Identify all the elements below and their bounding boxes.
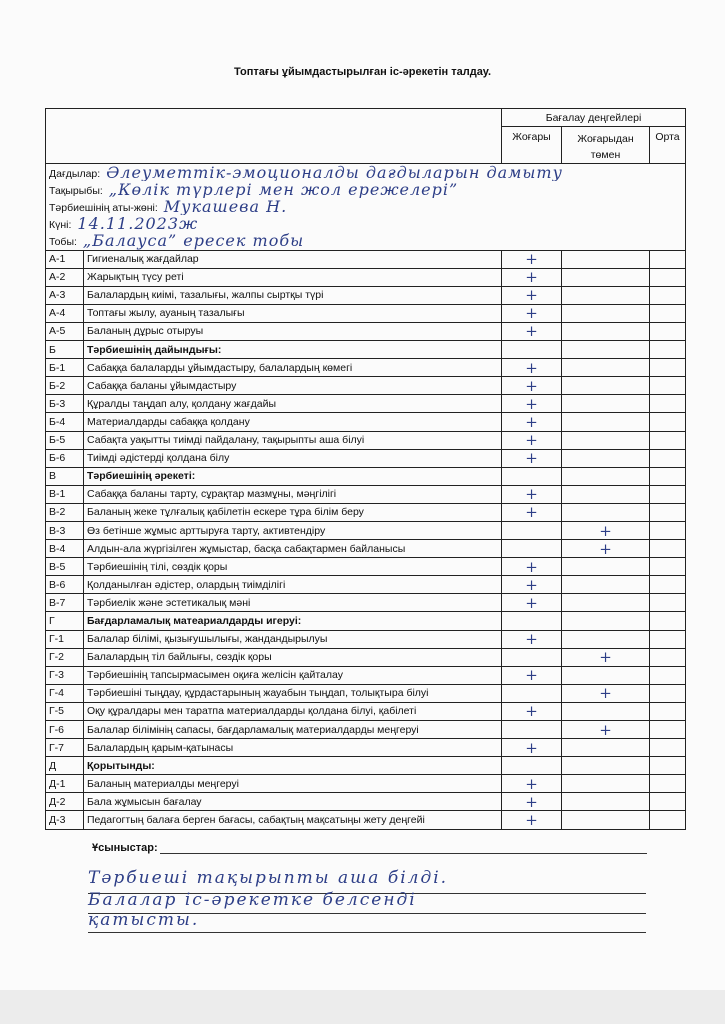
mark-cell-high [502,721,562,739]
row-criterion: Тәрбиешінің әрекеті: [84,467,502,485]
row-criterion: Баланың материалды меңгеруі [84,775,502,793]
mark-cell-mid [650,757,686,775]
mark-cell-high: + [502,322,562,340]
row-criterion: Оқу құралдары мен таратпа материалдарды қолдана білуі, қабілеті [84,702,502,720]
mark-cell-above-low [562,250,650,268]
table-row [46,576,686,594]
table-row [46,540,686,558]
row-code: В-5 [46,558,84,576]
recommendation-line-2: Балалар іс-әрекетке белсенді [88,890,417,910]
mark-cell-mid [650,431,686,449]
mark-cell-above-low [562,612,650,630]
recommendations-rule-1 [160,853,647,854]
mark-cell-high: + [502,359,562,377]
row-code: Г-7 [46,739,84,757]
row-criterion: Өз бетінше жұмыс арттыруға тарту, активтендіру [84,521,502,539]
mark-cell-high [502,341,562,359]
row-criterion: Қолданылған әдістер, олардың тиімділігі [84,576,502,594]
mark-cell-above-low [562,739,650,757]
row-criterion: Тәрбиелік және эстетикалық мәні [84,594,502,612]
mark-cell-high: + [502,702,562,720]
mark-cell-above-low [562,702,650,720]
mark-cell-high: + [502,268,562,286]
mark-cell-mid [650,612,686,630]
table-row [46,503,686,521]
scan-edge [0,990,725,1024]
mark-cell-mid [650,449,686,467]
table-row [46,359,686,377]
section-row [46,467,686,485]
mark-cell-above-low [562,322,650,340]
table-row [46,702,686,720]
table-row [46,558,686,576]
section-row [46,612,686,630]
mark-cell-mid [650,503,686,521]
mark-cell-mid [650,540,686,558]
table-row [46,811,686,829]
info-cell [46,198,686,215]
table-row [46,793,686,811]
mark-cell-mid [650,395,686,413]
row-criterion: Тиімді әдістерді қолдана білу [84,449,502,467]
mark-cell-mid [650,558,686,576]
mark-cell-mid [650,268,686,286]
row-code: Г-5 [46,702,84,720]
row-criterion: Педагогтың балаға берген бағасы, сабақтың мақсатыңы жету деңгейі [84,811,502,829]
table-row [46,648,686,666]
mark-cell-mid [650,467,686,485]
row-criterion: Балалар білімінің сапасы, бағдарламалық материалдарды меңгеруі [84,721,502,739]
table-row [46,775,686,793]
mark-cell-high [502,467,562,485]
info-row [46,198,686,215]
row-code: Г-1 [46,630,84,648]
row-code: В-6 [46,576,84,594]
mark-cell-high: + [502,250,562,268]
info-cell [46,215,686,232]
mark-cell-above-low: + [562,684,650,702]
row-criterion: Гигиеналық жағдайлар [84,250,502,268]
mark-cell-above-low [562,576,650,594]
mark-cell-above-low [562,630,650,648]
mark-cell-mid [650,739,686,757]
mark-cell-above-low [562,485,650,503]
mark-cell-above-low [562,594,650,612]
mark-cell-above-low [562,558,650,576]
mark-cell-high: + [502,503,562,521]
table-row [46,431,686,449]
evaluation-table [45,108,686,830]
mark-cell-mid [650,811,686,829]
row-code: Г-6 [46,721,84,739]
mark-cell-mid [650,594,686,612]
row-criterion: Балалардың қарым-қатынасы [84,739,502,757]
table-row [46,322,686,340]
info-key: Дағдылар: [49,167,101,180]
mark-cell-above-low [562,286,650,304]
row-code: Б-2 [46,377,84,395]
mark-cell-above-low: + [562,721,650,739]
document-title: Топтағы ұйымдастырылған іс-әрекетін талдау. [233,66,492,78]
header-row-1 [46,109,686,127]
mark-cell-high: + [502,377,562,395]
row-criterion: Алдын-ала жүргізілген жұмыстар, басқа сабақтармен байланысы [84,540,502,558]
row-code: Г-2 [46,648,84,666]
mark-cell-above-low [562,359,650,377]
table-row [46,377,686,395]
row-criterion: Баланың жеке тұлғалық қабілетін ескере тұра білім беру [84,503,502,521]
mark-cell-above-low [562,431,650,449]
mark-cell-above-low [562,757,650,775]
col-above-low-header: Жоғарыдан төмен [562,127,650,164]
mark-cell-high [502,684,562,702]
row-criterion: Құралды таңдап алу, қолдану жағдайы [84,395,502,413]
table-row [46,485,686,503]
row-code: В-7 [46,594,84,612]
header-blank [46,109,502,164]
row-criterion: Сабаққа баланы ұйымдастыру [84,377,502,395]
table-row [46,413,686,431]
row-criterion: Бала жұмысын бағалау [84,793,502,811]
mark-cell-high: + [502,666,562,684]
row-code: А-4 [46,304,84,322]
mark-cell-above-low: + [562,540,650,558]
mark-cell-high: + [502,576,562,594]
mark-cell-high: + [502,775,562,793]
row-criterion: Балалар білімі, қызығушылығы, жандандырылуы [84,630,502,648]
row-code: Г-4 [46,684,84,702]
row-criterion: Баланың дұрыс отыруы [84,322,502,340]
table-row [46,739,686,757]
mark-cell-above-low [562,304,650,322]
mark-cell-high: + [502,739,562,757]
row-criterion: Сабаққа балаларды ұйымдастыру, балалардың көмегі [84,359,502,377]
section-row [46,757,686,775]
mark-cell-mid [650,359,686,377]
mark-cell-above-low [562,467,650,485]
table-row [46,684,686,702]
mark-cell-high: + [502,558,562,576]
mark-cell-high [502,540,562,558]
mark-cell-mid [650,322,686,340]
row-code: А-5 [46,322,84,340]
info-value-handwritten: Әлеуметтік-эмоционалды дағдыларын дамыту [106,163,563,182]
row-code: Б-1 [46,359,84,377]
recommendations-label: Ұсыныстар: [92,842,158,854]
info-key: Тәрбиешінің аты-жөні: [49,201,158,214]
mark-cell-high [502,521,562,539]
mark-cell-high: + [502,793,562,811]
mark-cell-mid [650,702,686,720]
info-key: Тақырыбы: [49,184,103,197]
mark-cell-mid [650,377,686,395]
row-criterion: Балалардың киімі, тазалығы, жалпы сыртқы түрі [84,286,502,304]
mark-cell-above-low [562,377,650,395]
mark-cell-high: + [502,304,562,322]
mark-cell-high [502,612,562,630]
mark-cell-mid [650,413,686,431]
mark-cell-high: + [502,431,562,449]
row-criterion: Сабаққа баланы тарту, сұрақтар мазмұны, мәңгілігі [84,485,502,503]
table-row [46,594,686,612]
mark-cell-mid [650,341,686,359]
info-row [46,181,686,198]
row-code: Б-3 [46,395,84,413]
info-row [46,215,686,232]
table-row [46,304,686,322]
row-code: Д-1 [46,775,84,793]
mark-cell-high: + [502,811,562,829]
row-code: А-2 [46,268,84,286]
info-cell [46,232,686,250]
row-criterion: Тәрбиешінің тілі, сөздік қоры [84,558,502,576]
row-code: Г-3 [46,666,84,684]
row-code: В-1 [46,485,84,503]
row-code: Б [46,341,84,359]
info-key: Күні: [49,218,72,231]
row-criterion: Материалдарды сабаққа қолдану [84,413,502,431]
table-row [46,666,686,684]
row-code: В [46,467,84,485]
table-row [46,395,686,413]
info-value-handwritten: 14.11.2023ж [77,215,199,233]
row-code: В-2 [46,503,84,521]
row-criterion: Балалардың тіл байлығы, сөздік қоры [84,648,502,666]
mark-cell-mid [650,721,686,739]
mark-cell-above-low [562,341,650,359]
info-row [46,164,686,182]
mark-cell-mid [650,630,686,648]
table-row [46,268,686,286]
info-cell [46,164,686,182]
levels-header: Бағалау деңгейлері [502,109,686,127]
table-row [46,449,686,467]
mark-cell-mid [650,250,686,268]
recommendation-line-1: Тәрбиеші тақырыпты аша білді. [88,868,449,888]
mark-cell-high [502,757,562,775]
mark-cell-above-low [562,793,650,811]
mark-cell-mid [650,684,686,702]
row-code: Б-5 [46,431,84,449]
row-code: Д-3 [46,811,84,829]
table-row [46,630,686,648]
row-criterion: Тәрбиешінің дайындығы: [84,341,502,359]
info-value-handwritten: „Көлік түрлері мен жол ережелері” [108,181,459,199]
row-criterion: Қорытынды: [84,757,502,775]
mark-cell-high: + [502,485,562,503]
mark-cell-above-low: + [562,648,650,666]
mark-cell-mid [650,485,686,503]
mark-cell-mid [650,304,686,322]
row-criterion: Бағдарламалық матеариалдарды игеруі: [84,612,502,630]
row-code: Д [46,757,84,775]
mark-cell-high [502,648,562,666]
recommendations-rule-4 [88,932,646,933]
mark-cell-high: + [502,413,562,431]
table-row [46,250,686,268]
mark-cell-mid [650,775,686,793]
info-cell [46,181,686,198]
info-row [46,232,686,250]
mark-cell-high: + [502,594,562,612]
row-code: В-4 [46,540,84,558]
section-row [46,341,686,359]
recommendation-line-3: қатысты. [88,910,200,930]
row-criterion: Тәрбиешіні тыңдау, құрдастарының жауабын тыңдап, толықтыра білуі [84,684,502,702]
row-code: Д-2 [46,793,84,811]
mark-cell-mid [650,286,686,304]
info-value-handwritten: Мукашева Н. [163,198,288,216]
row-code: Б-6 [46,449,84,467]
info-key: Тобы: [49,236,77,249]
mark-cell-above-low: + [562,521,650,539]
col-mid-header: Орта [650,127,686,164]
mark-cell-mid [650,666,686,684]
col-high-header: Жоғары [502,127,562,164]
table-row [46,721,686,739]
row-criterion: Жарықтың түсу реті [84,268,502,286]
mark-cell-above-low [562,395,650,413]
row-code: В-3 [46,521,84,539]
mark-cell-above-low [562,775,650,793]
mark-cell-mid [650,648,686,666]
row-criterion: Топтағы жылу, ауаның тазалығы [84,304,502,322]
row-code: Б-4 [46,413,84,431]
row-criterion: Тәрбиешінің тапсырмасымен оқиға желісін қайталау [84,666,502,684]
mark-cell-high: + [502,286,562,304]
table-row [46,521,686,539]
info-value-handwritten: „Балауса” ересек тобы [82,232,305,251]
mark-cell-above-low [562,811,650,829]
mark-cell-above-low [562,503,650,521]
mark-cell-mid [650,521,686,539]
row-criterion: Сабақта уақытты тиімді пайдалану, тақырыпты аша білуі [84,431,502,449]
row-code: Г [46,612,84,630]
mark-cell-above-low [562,413,650,431]
mark-cell-above-low [562,449,650,467]
mark-cell-high: + [502,449,562,467]
row-code: А-3 [46,286,84,304]
mark-cell-above-low [562,268,650,286]
mark-cell-mid [650,793,686,811]
row-code: А-1 [46,250,84,268]
mark-cell-above-low [562,666,650,684]
mark-cell-mid [650,576,686,594]
mark-cell-high: + [502,395,562,413]
table-row [46,286,686,304]
mark-cell-high: + [502,630,562,648]
